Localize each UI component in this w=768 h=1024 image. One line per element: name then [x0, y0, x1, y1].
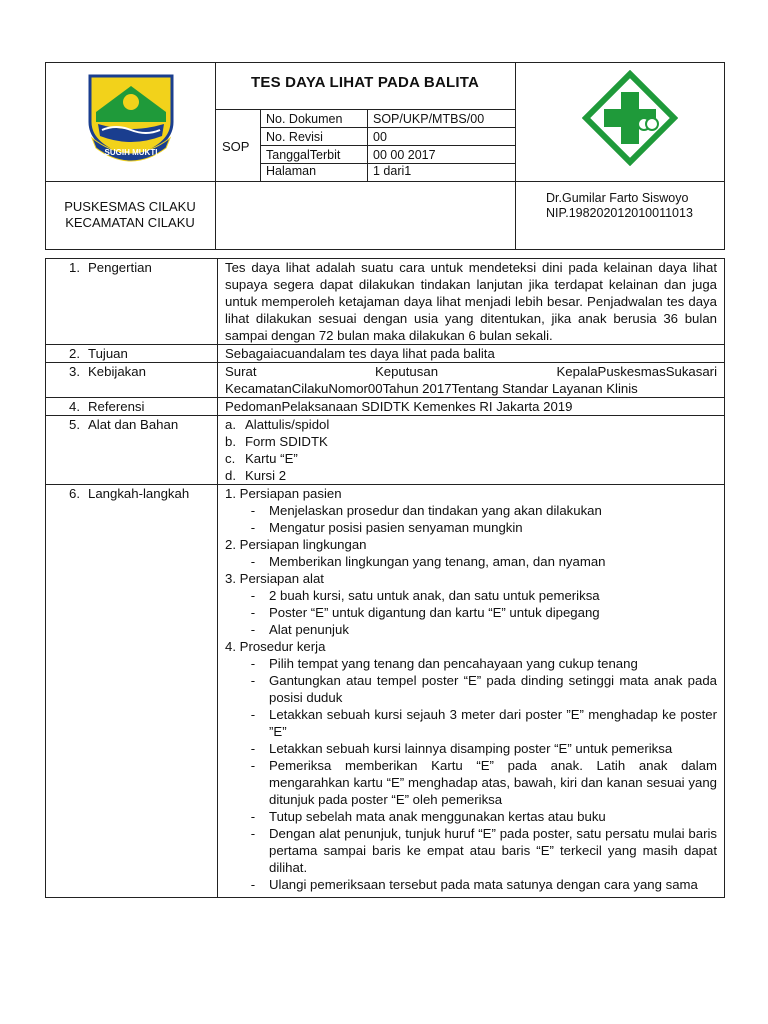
step-item-text: Poster “E” untuk digantung dan kartu “E” untuk dipegang: [269, 605, 600, 620]
bullet-dash: -: [250, 605, 256, 620]
bullet-dash: -: [250, 741, 256, 756]
bullet-dash: -: [250, 588, 256, 603]
bullet-dash: -: [250, 809, 256, 824]
label-langkah: Langkah-langkah: [88, 486, 190, 501]
meta-label-tanggal: TanggalTerbit: [266, 148, 341, 162]
step-item-text: Tutup sebelah mata anak menggunakan kertas atau buku: [269, 809, 606, 824]
step-item-text: Dengan alat penunjuk, tunjuk huruf “E” pada poster, satu persatu mulai baris pertama sampai baris ke empat atau baris “E” terkecil yang masih dapat dilihat.: [269, 826, 717, 875]
step-item-text: Memberikan lingkungan yang tenang, aman, dan nyaman: [269, 554, 606, 569]
bullet-dash: -: [250, 554, 256, 569]
row-kebijakan: 3. Kebijakan Surat Keputusan KepalaPuskesmasSukasari KecamatanCilakuNomor00Tahun 2017Tentang Standar Layanan Klinis: [46, 363, 725, 398]
step-item: [225, 655, 717, 672]
step-item: [225, 502, 717, 519]
alat-item: [225, 433, 717, 450]
step-item: [225, 621, 717, 638]
step-title: 4. Prosedur kerja: [225, 639, 326, 654]
alat-item-letter: c.: [225, 451, 236, 466]
row-alat: 5. Alat dan Bahan a. Alattulis/spidol b. Form SDIDTK c. Kartu “E” d. Kursi 2: [46, 416, 725, 485]
step-item: [225, 672, 717, 706]
document-title: TES DAYA LIHAT PADA BALITA: [251, 74, 479, 91]
alat-item: [225, 467, 717, 484]
text-kebijakan-line1: Surat Keputusan KepalaPuskesmasSukasari: [225, 364, 717, 379]
sop-content-table: [45, 258, 725, 898]
signer-block: [546, 191, 693, 221]
bullet-dash: -: [250, 826, 256, 841]
text-referensi: PedomanPelaksanaan SDIDTK Kemenkes RI Jakarta 2019: [218, 398, 725, 416]
regency-logo: [82, 72, 180, 166]
text-tujuan: Sebagaiacuandalam tes daya lihat pada balita: [218, 345, 725, 363]
bullet-dash: -: [250, 758, 256, 773]
step-title: 2. Persiapan lingkungan: [225, 537, 367, 552]
row-pengertian: 1. Pengertian Tes daya lihat adalah suatu cara untuk mendeteksi dini pada kelainan daya lihat supaya segera dapat dilakukan tindakan lanjutan jika terdapat kelainan dan juga untuk memperoleh ketajaman daya lihat menjadi lebih besar. Penjadwalan tes daya lihat dilakukan sesuai dengan usia yang ditentukan, jika anak berusia 36 bulan sampai dengan 72 bulan maka dilakukan 6 bulan sekali.: [46, 259, 725, 345]
step-item: [225, 604, 717, 621]
alat-item-letter: b.: [225, 434, 236, 449]
bullet-dash: -: [250, 673, 256, 688]
step-item-text: 2 buah kursi, satu untuk anak, dan satu untuk pemeriksa: [269, 588, 600, 603]
label-kebijakan: Kebijakan: [88, 364, 146, 379]
step-item-text: Pilih tempat yang tenang dan pencahayaan yang cukup tenang: [269, 656, 638, 671]
meta-label-dokumen: No. Dokumen: [266, 112, 343, 126]
organization-line1: PUSKESMAS CILAKU: [64, 199, 196, 214]
svg-text:SUGIH MUKTI: SUGIH MUKTI: [104, 148, 158, 157]
step-item-text: Mengatur posisi pasien senyaman mungkin: [269, 520, 523, 535]
bullet-dash: -: [250, 520, 256, 535]
label-tujuan: Tujuan: [88, 346, 128, 361]
alat-item-text: Kursi 2: [245, 468, 287, 483]
step-item-text: Ulangi pemeriksaan tersebut pada mata satunya dengan cara yang sama: [269, 877, 698, 892]
step-item: [225, 825, 717, 876]
step-title: 1. Persiapan pasien: [225, 486, 342, 501]
organization-line2: KECAMATAN CILAKU: [65, 215, 195, 230]
step-item: [225, 587, 717, 604]
meta-value-tanggal: 00 00 2017: [373, 148, 436, 162]
step-item: [225, 740, 717, 757]
alat-item-text: Alattulis/spidol: [245, 417, 330, 432]
step-item-text: Menjelaskan prosedur dan tindakan yang akan dilakukan: [269, 503, 602, 518]
meta-value-dokumen: SOP/UKP/MTBS/00: [373, 112, 485, 126]
label-referensi: Referensi: [88, 399, 145, 414]
organization-name: [45, 199, 215, 231]
bullet-dash: -: [250, 503, 256, 518]
step-item-text: Gantungkan atau tempel poster “E” pada dinding setinggi mata anak pada posisi duduk: [269, 673, 717, 705]
alat-item-text: Kartu “E”: [245, 451, 298, 466]
step-item-text: Letakkan sebuah kursi lainnya disamping poster “E” untuk pemeriksa: [269, 741, 673, 756]
step-item: [225, 757, 717, 808]
meta-value-halaman: 1 dari1: [373, 164, 412, 178]
label-alat: Alat dan Bahan: [88, 417, 179, 432]
step-item: [225, 519, 717, 536]
alat-item-letter: d.: [225, 468, 236, 483]
step-item-text: Pemeriksa memberikan Kartu “E” pada anak. Latih anak dalam mengarahkan kartu “E” menghadap atas, bawah, kiri dan kanan sesuai yang ditunjuk pada poster “E” oleh pemeriksa: [269, 758, 717, 807]
bullet-dash: -: [250, 622, 256, 637]
meta-value-revisi: 00: [373, 130, 387, 144]
row-langkah: 6. Langkah-langkah 1. Persiapan pasien - Menjelaskan prosedur dan tindakan yang akan dilakukan - Mengatur posisi pasien senyaman mungkin 2. Persiapan lingkungan - Memberikan lingkungan yang tenang, aman, dan nyaman 3. Persiapan alat - 2 buah kursi, satu untuk anak, dan satu untuk pemeriksa - Poster “E” untuk digantung dan kartu “E” untuk dipegang - Alat penunjuk 4. Prosedur kerja - Pilih tempat yang tenang dan pencahayaan yang cukup tenang - Gantungkan atau tempel poster “E” pada dinding setinggi mata anak pada posisi duduk - Letakkan sebuah kursi sejauh 3 meter dari poster ”E” menghadap ke poster ”E” - Letakkan sebuah kursi lainnya disamping poster “E” untuk pemeriksa - Pemeriksa memberikan Kartu “E” pada anak. Latih anak dalam mengarahkan kartu “E” menghadap atas, bawah, kiri dan kanan sesuai yang ditunjuk pada poster “E” oleh pemeriksa - Tutup sebelah mata anak menggunakan kertas atau buku - Dengan alat penunjuk, tunjuk huruf “E” pada poster, satu persatu mulai baris pertama sampai baris ke empat atau baris “E” terkecil yang masih dapat dilihat. - Ulangi pemeriksaan tersebut pada mata satunya dengan cara yang sama: [46, 485, 725, 898]
bullet-dash: -: [250, 877, 256, 892]
alat-list: [218, 416, 725, 485]
bullet-dash: -: [250, 656, 256, 671]
alat-item-letter: a.: [225, 417, 236, 432]
step-item-text: Alat penunjuk: [269, 622, 349, 637]
step-item: [225, 808, 717, 825]
alat-item: [225, 416, 717, 433]
step-item: [225, 706, 717, 740]
step-item: [225, 553, 717, 570]
text-pengertian: Tes daya lihat adalah suatu cara untuk mendeteksi dini pada kelainan daya lihat supaya segera dapat dilakukan tindakan lanjutan jika terdapat kelainan dan juga untuk memperoleh ketajaman daya lihat menjadi lebih besar. Penjadwalan tes daya lihat dilakukan sesuai dengan usia yang ditentukan, jika anak berusia 36 bulan sampai dengan 72 bulan maka dilakukan 6 bulan sekali.: [218, 259, 725, 345]
sop-label: SOP: [222, 139, 250, 154]
alat-item-text: Form SDIDTK: [245, 434, 328, 449]
puskesmas-logo: [582, 70, 678, 166]
row-referensi: 4. Referensi PedomanPelaksanaan SDIDTK Kemenkes RI Jakarta 2019: [46, 398, 725, 416]
signer-name: Dr.Gumilar Farto Siswoyo: [546, 191, 689, 205]
text-kebijakan-line2: KecamatanCilakuNomor00Tahun 2017Tentang Standar Layanan Klinis: [225, 381, 638, 396]
row-tujuan: 2. Tujuan Sebagaiacuandalam tes daya lihat pada balita: [46, 345, 725, 363]
meta-label-halaman: Halaman: [266, 164, 317, 178]
step-item-text: Letakkan sebuah kursi sejauh 3 meter dari poster ”E” menghadap ke poster ”E”: [269, 707, 717, 739]
label-pengertian: Pengertian: [88, 260, 152, 275]
bullet-dash: -: [250, 707, 256, 722]
signer-nip: NIP.198202012010011013: [546, 206, 693, 220]
step-title: 3. Persiapan alat: [225, 571, 324, 586]
step-item: [225, 876, 717, 893]
alat-item: [225, 450, 717, 467]
langkah-list: [218, 485, 725, 898]
meta-label-revisi: No. Revisi: [266, 130, 323, 144]
